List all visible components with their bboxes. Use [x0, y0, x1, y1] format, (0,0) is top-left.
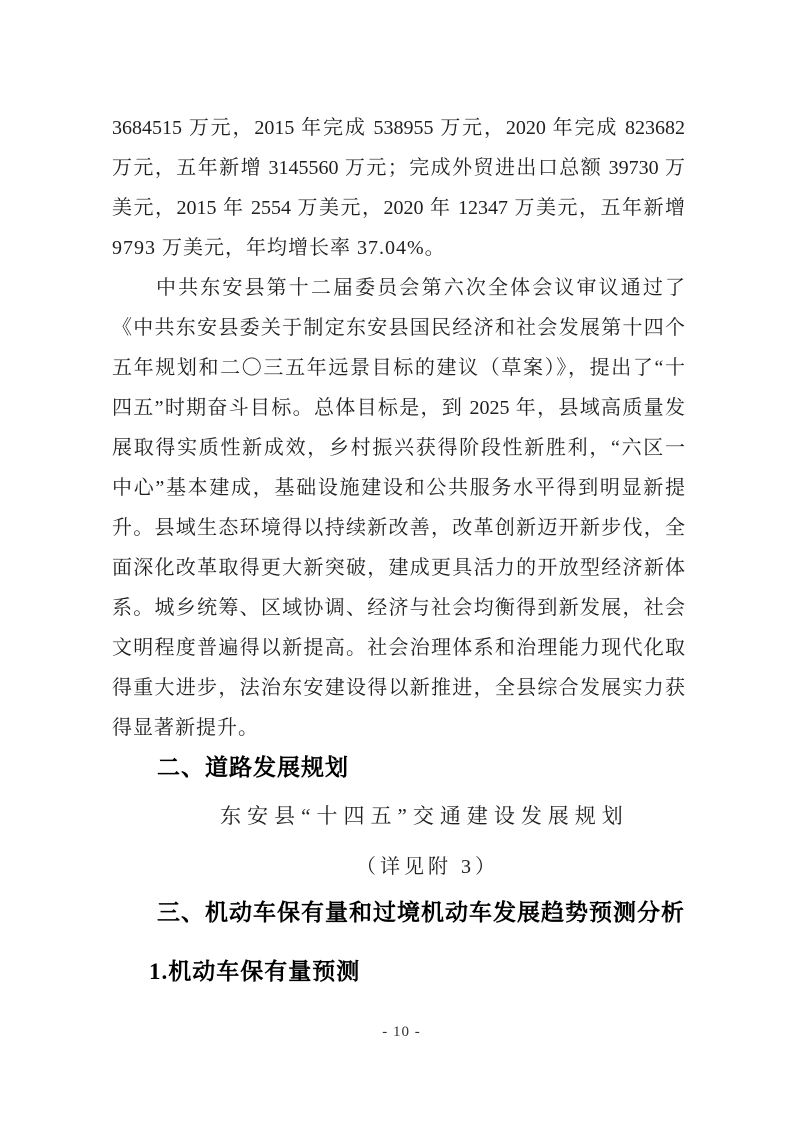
text-line: 四五”时期奋斗目标。总体目标是，到 2025 年，县域高质量发 [112, 397, 685, 419]
paragraph-party-congress-goals [112, 268, 685, 748]
text-line: 美元，2015 年 2554 万美元，2020 年 12347 万美元，五年新增 [112, 197, 685, 219]
text-line: 系。城乡统筹、区域协调、经济与社会均衡得到新发展，社会 [112, 597, 685, 619]
text-line: 展取得实质性新成效，乡村振兴获得阶段性新胜利，“六区一 [112, 437, 685, 459]
page-content [112, 108, 685, 985]
text-line: 中心”基本建成，基础设施建设和公共服务水平得到明显新提 [112, 477, 685, 499]
section-heading-vehicle-forecast-analysis: 三、机动车保有量和过境机动车发展趋势预测分析 [157, 899, 685, 925]
text-line: 得显著新提升。 [112, 717, 259, 739]
section-heading-road-development-plan: 二、道路发展规划 [157, 754, 349, 780]
paragraph-economic-stats [112, 108, 685, 268]
text-line: 万元，五年新增 3145560 万元；完成外贸进出口总额 39730 万 [112, 157, 685, 179]
text-line: 文明程度普遍得以新提高。社会治理体系和治理能力现代化取 [112, 637, 685, 659]
text-line: 9793 万美元，年均增长率 37.04%。 [112, 237, 446, 259]
text-line: 《中共东安县委关于制定东安县国民经济和社会发展第十四个 [112, 317, 685, 339]
plan-title-note: （详见附 3） [356, 856, 499, 878]
text-line: 得重大进步，法治东安建设得以新推进，全县综合发展实力获 [112, 677, 685, 699]
plan-title: 东安县“十四五”交通建设发展规划 [220, 804, 629, 828]
text-line: 3684515 万元，2015 年完成 538955 万元，2020 年完成 823682 [112, 117, 685, 139]
text-line: 面深化改革取得更大新突破，建成更具活力的开放型经济新体 [112, 557, 685, 579]
text-line: 五年规划和二〇三五年远景目标的建议（草案）》，提出了“十 [112, 357, 685, 379]
text-line: 中共东安县第十二届委员会第六次全体会议审议通过了 [156, 277, 685, 299]
text-line: 升。县域生态环境得以持续新改善，改革创新迈开新步伐，全 [112, 517, 685, 539]
subsection-heading-vehicle-ownership-forecast: 1.机动车保有量预测 [149, 959, 361, 984]
page-number: - 10 - [382, 1024, 421, 1040]
